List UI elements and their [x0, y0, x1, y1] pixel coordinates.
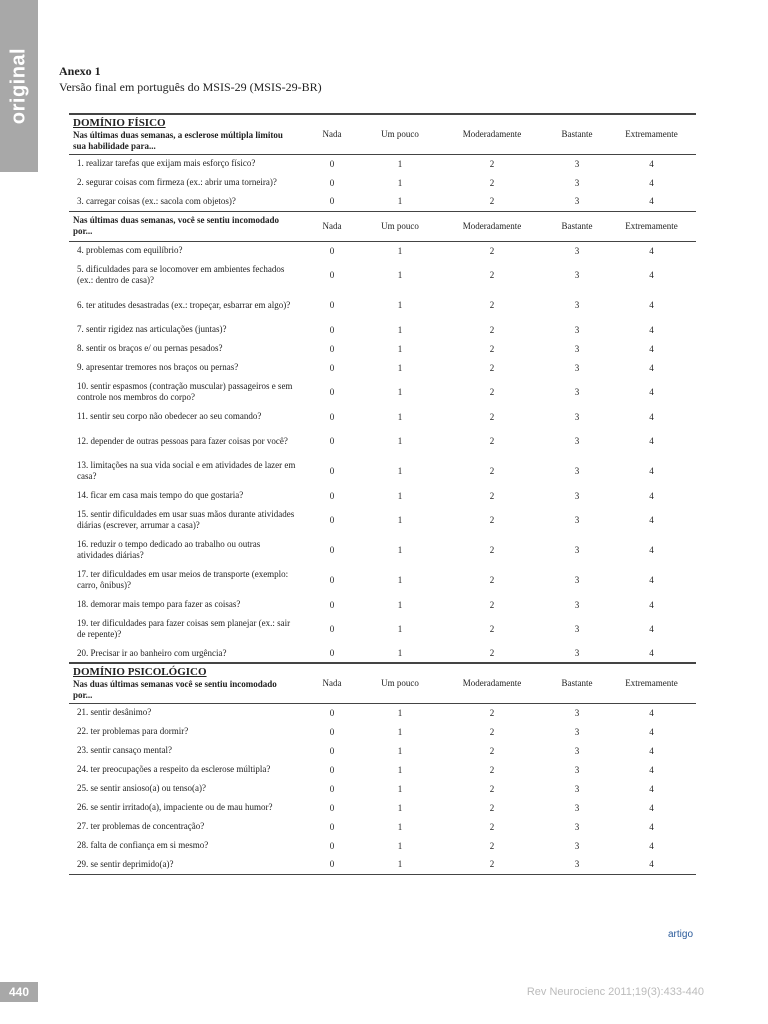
answer-option[interactable]: 0 [329, 490, 335, 501]
answer-option[interactable]: 4 [649, 490, 654, 501]
section-title: DOMÍNIO FÍSICO [73, 117, 166, 130]
annex-title: Anexo 1 [59, 64, 101, 78]
section-header [69, 211, 696, 241]
answer-option[interactable]: 3 [574, 599, 580, 610]
question-row [69, 192, 696, 211]
answer-option[interactable]: 1 [397, 599, 403, 610]
page-number: 440 [0, 982, 38, 1002]
answer-option[interactable]: 0 [329, 324, 335, 335]
answer-option[interactable]: 4 [649, 745, 654, 756]
answer-option[interactable]: 1 [397, 745, 403, 756]
side-tab-label: original [7, 47, 30, 125]
question-text: 13. limitações na sua vida social e em atividades de lazer em casa? [77, 460, 296, 481]
answer-option[interactable]: 4 [649, 362, 654, 373]
scale-label: Moderadamente [437, 211, 547, 241]
answer-option[interactable]: 4 [649, 624, 654, 634]
questionnaire-table [69, 113, 696, 875]
answer-option[interactable]: 1 [397, 707, 403, 718]
answer-option[interactable]: 4 [649, 575, 654, 585]
question-row [69, 377, 696, 407]
question-row [69, 290, 696, 320]
answer-option[interactable]: 0 [329, 840, 335, 851]
question-row [69, 456, 696, 486]
answer-option[interactable]: 0 [329, 764, 335, 775]
question-text: 7. sentir rigidez nas articulações (juntas)? [77, 324, 227, 334]
answer-option[interactable]: 3 [574, 515, 580, 525]
scale-label: Bastante [547, 663, 607, 703]
answer-option[interactable]: 4 [649, 177, 654, 188]
answer-option[interactable]: 2 [489, 436, 495, 446]
answer-option[interactable]: 2 [489, 343, 495, 354]
answer-option[interactable]: 3 [574, 436, 580, 446]
answer-option[interactable]: 3 [547, 644, 607, 663]
answer-option[interactable]: 3 [574, 726, 580, 737]
answer-option[interactable]: 3 [574, 707, 580, 718]
answer-option[interactable]: 3 [574, 783, 580, 794]
answer-option[interactable]: 2 [489, 575, 495, 585]
scale-label: Nada [301, 114, 363, 154]
answer-option[interactable]: 1 [397, 300, 403, 310]
answer-option[interactable]: 3 [574, 821, 580, 832]
answer-option[interactable]: 0 [329, 177, 335, 188]
answer-option[interactable]: 1 [397, 270, 403, 280]
answer-option[interactable]: 1 [397, 466, 403, 476]
scale-label: Moderadamente [437, 114, 547, 154]
answer-option[interactable]: 2 [437, 644, 547, 663]
answer-option[interactable]: 1 [397, 196, 403, 207]
answer-option[interactable]: 1 [397, 362, 403, 373]
answer-option[interactable]: 4 [649, 783, 654, 794]
question-row [69, 339, 696, 358]
section-header [69, 114, 696, 154]
answer-option[interactable]: 3 [574, 575, 580, 585]
scale-label: Nada [301, 211, 363, 241]
answer-option[interactable]: 3 [574, 411, 580, 422]
annex-subtitle: Versão final em português do MSIS-29 (MSIS-29-BR) [59, 80, 322, 94]
answer-option[interactable]: 0 [329, 545, 335, 555]
answer-option[interactable]: 4 [649, 300, 654, 310]
section-header [69, 663, 696, 703]
answer-option[interactable]: 3 [574, 466, 580, 476]
answer-option[interactable]: 1 [397, 515, 403, 525]
answer-option[interactable]: 2 [489, 764, 495, 775]
answer-option[interactable]: 1 [397, 840, 403, 851]
answer-option[interactable]: 0 [301, 855, 363, 874]
answer-option[interactable]: 4 [607, 855, 696, 874]
scale-label: Extremamente [607, 211, 696, 241]
question-text: 14. ficar em casa mais tempo do que gostaria? [77, 490, 244, 500]
answer-option[interactable]: 1 [397, 783, 403, 794]
answer-option[interactable]: 4 [649, 270, 654, 280]
question-text: 15. sentir dificuldades em usar suas mãos durante atividades diárias (escrever, arrumar a casa)? [77, 509, 295, 530]
question-text: 12. depender de outras pessoas para fazer coisas por você? [77, 435, 288, 446]
answer-option[interactable]: 0 [329, 599, 335, 610]
answer-option[interactable]: 0 [329, 707, 335, 718]
section-header-cell [69, 663, 301, 703]
answer-option[interactable]: 3 [574, 840, 580, 851]
answer-option[interactable]: 2 [489, 362, 495, 373]
answer-option[interactable]: 2 [489, 515, 495, 525]
answer-option[interactable]: 3 [574, 624, 580, 634]
question-row [69, 173, 696, 192]
answer-option[interactable]: 0 [329, 196, 335, 207]
answer-option[interactable]: 4 [649, 436, 654, 446]
answer-option[interactable]: 0 [329, 783, 335, 794]
answer-option[interactable]: 2 [489, 324, 495, 335]
question-row [69, 760, 696, 779]
scale-label: Extremamente [607, 663, 696, 703]
answer-option[interactable]: 3 [574, 343, 580, 354]
question-row [69, 798, 696, 817]
answer-option[interactable]: 4 [649, 840, 654, 851]
question-row [69, 565, 696, 595]
scale-label: Um pouco [363, 114, 437, 154]
answer-option[interactable]: 3 [574, 324, 580, 335]
section-question: Nas últimas duas semanas, a esclerose múltipla limitou sua habilidade para... [73, 130, 283, 152]
answer-option[interactable]: 3 [574, 387, 580, 397]
question-text: 5. dificuldades para se locomover em ambientes fechados (ex.: dentro de casa)? [77, 264, 285, 285]
answer-option[interactable]: 1 [397, 436, 403, 446]
question-row [69, 779, 696, 798]
answer-option[interactable]: 4 [649, 387, 654, 397]
question-text: 8. sentir os braços e/ ou pernas pesados? [77, 343, 223, 353]
scale-label: Bastante [547, 211, 607, 241]
answer-option[interactable]: 4 [649, 515, 654, 525]
question-text: 25. se sentir ansioso(a) ou tenso(a)? [77, 783, 206, 793]
answer-option[interactable]: 2 [489, 177, 495, 188]
question-text: 26. se sentir irritado(a), impaciente ou de mau humor? [77, 802, 273, 812]
question-row [69, 241, 696, 260]
question-text: 2. segurar coisas com firmeza (ex.: abrir uma torneira)? [77, 177, 277, 187]
question-text: 10. sentir espasmos (contração muscular) passageiros e sem controle nos membros do corpo? [77, 381, 293, 402]
question-row [69, 407, 696, 426]
question-text: 27. ter problemas de concentração? [77, 821, 205, 831]
answer-option[interactable]: 3 [574, 802, 580, 813]
answer-option[interactable]: 1 [397, 411, 403, 422]
answer-option[interactable]: 0 [329, 466, 335, 476]
answer-option[interactable]: 3 [574, 545, 580, 555]
question-text: 3. carregar coisas (ex.: sacola com objetos)? [77, 195, 236, 206]
answer-option[interactable]: 2 [489, 726, 495, 737]
answer-option[interactable]: 3 [574, 177, 580, 188]
answer-option[interactable]: 2 [489, 245, 495, 256]
section-question: Nas duas últimas semanas você se sentiu incomodado por... [73, 679, 277, 701]
answer-option[interactable]: 3 [574, 158, 580, 169]
answer-option[interactable]: 1 [397, 802, 403, 813]
answer-option[interactable]: 4 [649, 466, 654, 476]
answer-option[interactable]: 0 [329, 802, 335, 813]
answer-option[interactable]: 0 [329, 515, 335, 525]
question-row [69, 595, 696, 614]
journal-citation: Rev Neurocienc 2011;19(3):433-440 [526, 986, 704, 998]
answer-option[interactable]: 0 [329, 745, 335, 756]
answer-option[interactable]: 2 [489, 490, 495, 501]
answer-option[interactable]: 1 [363, 644, 437, 663]
question-text: 11. sentir seu corpo não obedecer ao seu comando? [77, 411, 262, 421]
answer-option[interactable]: 4 [649, 545, 654, 555]
answer-option[interactable]: 3 [574, 745, 580, 756]
answer-option[interactable]: 3 [574, 490, 580, 501]
answer-option[interactable]: 3 [574, 196, 580, 207]
answer-option[interactable]: 0 [329, 436, 335, 446]
answer-option[interactable]: 4 [649, 764, 654, 775]
answer-option[interactable]: 2 [489, 745, 495, 756]
question-text: 20. Precisar ir ao banheiro com urgência? [69, 644, 301, 663]
section-header-cell [69, 114, 301, 154]
answer-option[interactable]: 0 [329, 245, 335, 256]
scale-label: Um pouco [363, 663, 437, 703]
answer-option[interactable]: 1 [397, 177, 403, 188]
answer-option[interactable]: 1 [397, 324, 403, 335]
question-row [69, 836, 696, 855]
question-text: 28. falta de confiança em si mesmo? [77, 840, 209, 850]
question-row [69, 614, 696, 644]
answer-option[interactable]: 1 [397, 545, 403, 555]
answer-option[interactable]: 0 [329, 362, 335, 373]
question-row [69, 154, 696, 173]
answer-option[interactable]: 0 [329, 270, 335, 280]
answer-option[interactable]: 4 [649, 707, 654, 718]
question-row [69, 486, 696, 505]
answer-option[interactable]: 2 [489, 840, 495, 851]
answer-option[interactable]: 2 [489, 466, 495, 476]
answer-option[interactable]: 4 [649, 158, 654, 169]
question-text: 21. sentir desânimo? [77, 707, 152, 718]
question-text: 29. se sentir deprimido(a)? [69, 855, 301, 874]
answer-option[interactable]: 3 [574, 362, 580, 373]
answer-option[interactable]: 4 [649, 245, 654, 256]
question-row [69, 320, 696, 339]
answer-option[interactable]: 2 [489, 599, 495, 610]
answer-option[interactable]: 2 [489, 387, 495, 397]
question-text: 22. ter problemas para dormir? [77, 726, 189, 736]
answer-option[interactable]: 0 [329, 343, 335, 354]
answer-option[interactable]: 1 [397, 158, 403, 169]
answer-option[interactable]: 0 [301, 644, 363, 663]
question-row [69, 358, 696, 377]
scale-label: Bastante [547, 114, 607, 154]
answer-option[interactable]: 3 [574, 300, 580, 310]
scale-label: Um pouco [363, 211, 437, 241]
answer-option[interactable]: 1 [363, 855, 437, 874]
question-row [69, 817, 696, 836]
answer-option[interactable]: 1 [397, 575, 403, 585]
answer-option[interactable]: 0 [329, 411, 335, 422]
answer-option[interactable]: 4 [649, 802, 654, 813]
scale-label: Extremamente [607, 114, 696, 154]
question-text: 16. reduzir o tempo dedicado ao trabalho ou outras atividades diárias? [77, 539, 261, 560]
question-text: 19. ter dificuldades para fazer coisas sem planejar (ex.: sair de repente)? [77, 618, 291, 639]
answer-option[interactable]: 1 [397, 764, 403, 775]
answer-option[interactable]: 2 [489, 802, 495, 813]
answer-option[interactable]: 2 [489, 158, 495, 169]
answer-option[interactable]: 2 [489, 624, 495, 634]
answer-option[interactable]: 1 [397, 343, 403, 354]
section-question: Nas últimas duas semanas, você se sentiu incomodado por... [73, 215, 280, 236]
answer-option[interactable]: 2 [489, 270, 495, 280]
scale-label: Nada [301, 663, 363, 703]
answer-option[interactable]: 4 [649, 821, 654, 832]
question-row [69, 722, 696, 741]
answer-option[interactable]: 0 [329, 387, 335, 397]
question-text: 6. ter atitudes desastradas (ex.: tropeçar, esbarrar em algo)? [77, 299, 291, 310]
answer-option[interactable]: 1 [397, 387, 403, 397]
answer-option[interactable]: 2 [489, 783, 495, 794]
side-tab [0, 0, 38, 172]
answer-option[interactable]: 1 [397, 624, 403, 634]
artigo-label: artigo [668, 929, 694, 940]
answer-option[interactable]: 4 [649, 411, 654, 422]
answer-option[interactable]: 2 [489, 411, 495, 422]
answer-option[interactable]: 0 [329, 821, 335, 832]
question-text: 24. ter preocupações a respeito da esclerose múltipla? [77, 764, 271, 774]
question-text: 9. apresentar tremores nos braços ou pernas? [77, 362, 239, 372]
answer-option[interactable]: 3 [574, 270, 580, 280]
answer-option[interactable]: 4 [649, 324, 654, 335]
answer-option[interactable]: 1 [397, 245, 403, 256]
answer-option[interactable]: 3 [574, 764, 580, 775]
answer-option[interactable]: 0 [329, 300, 335, 310]
answer-option[interactable]: 1 [397, 490, 403, 501]
answer-option[interactable]: 1 [397, 726, 403, 737]
answer-option[interactable]: 2 [489, 300, 495, 310]
section-title: DOMÍNIO PSICOLÓGICO [73, 666, 207, 679]
answer-option[interactable]: 2 [489, 545, 495, 555]
answer-option[interactable]: 4 [649, 343, 654, 354]
answer-option[interactable]: 1 [397, 821, 403, 832]
question-row [69, 535, 696, 565]
question-text: 4. problemas com equilíbrio? [77, 245, 183, 256]
question-text: 23. sentir cansaço mental? [77, 745, 172, 755]
answer-option[interactable]: 2 [489, 196, 495, 207]
answer-option[interactable]: 0 [329, 726, 335, 737]
question-row [69, 703, 696, 722]
answer-option[interactable]: 2 [489, 821, 495, 832]
question-row [69, 855, 696, 874]
answer-option[interactable]: 3 [574, 245, 580, 256]
answer-option[interactable]: 0 [329, 575, 335, 585]
answer-option[interactable]: 0 [329, 624, 335, 634]
answer-option[interactable]: 4 [607, 644, 696, 663]
answer-option[interactable]: 0 [329, 158, 335, 169]
answer-option[interactable]: 4 [649, 726, 654, 737]
question-row [69, 644, 696, 663]
question-text: 17. ter dificuldades em usar meios de transporte (exemplo: carro, ônibus)? [77, 569, 289, 590]
question-text: 18. demorar mais tempo para fazer as coisas? [77, 599, 241, 609]
section-header-cell [69, 211, 301, 241]
answer-option[interactable]: 2 [437, 855, 547, 874]
question-row [69, 260, 696, 290]
question-row [69, 505, 696, 535]
question-row [69, 426, 696, 456]
answer-option[interactable]: 3 [547, 855, 607, 874]
scale-label: Moderadamente [437, 663, 547, 703]
question-text: 1. realizar tarefas que exijam mais esforço físico? [77, 158, 256, 169]
answer-option[interactable]: 2 [489, 707, 495, 718]
answer-option[interactable]: 4 [649, 196, 654, 207]
answer-option[interactable]: 4 [649, 599, 654, 610]
question-row [69, 741, 696, 760]
